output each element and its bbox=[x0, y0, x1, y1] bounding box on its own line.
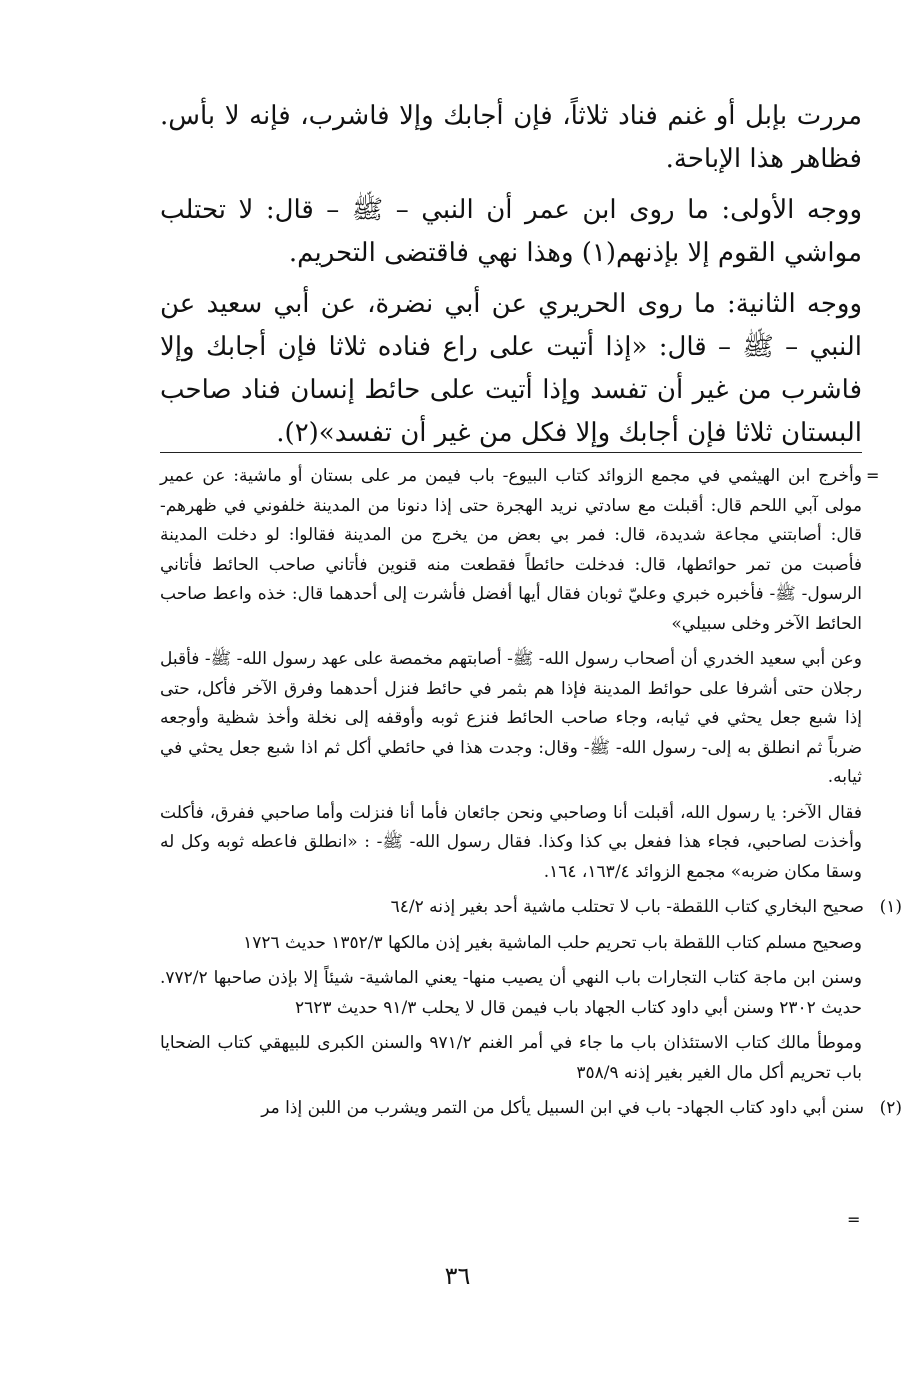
main-paragraph-1: مررت بإبل أو غنم فناد ثلاثاً، فإن أجابك وإلا فاشرب، فإنه لا بأس. فظاهر هذا الإباحة. bbox=[160, 101, 862, 174]
footnote-continuation-3: فقال الآخر: يا رسول الله، أقبلت أنا وصاحبي ونحن جائعان فأما أنا فنزلت وأما صاحبي ففرق، فأكلت وأخذت لصاحبي، فجاء هذا ففعل بي كذا وكذا. فقال رسول الله- ﷺ- : «انطلق فاعطه ثوبه وكل له وسقا مكان ضربه» مجمع الزوائد ١٦٣/٤، ١٦٤. bbox=[160, 802, 862, 882]
main-paragraph-3: ووجه الثانية: ما روى الحريري عن أبي نضرة، عن أبي سعيد عن النبي – ﷺ – قال: «إذا أتيت على راع فناده ثلاثا فإن أجابك وإلا فاشرب من غير أن تفسد وإذا أتيت على حائط إنسان فناد صاحب البستان ثلاثا فإن أجابك وإلا فكل من غير أن تفسد»(٢). bbox=[160, 289, 862, 448]
footnote-1-malik: وموطأ مالك كتاب الاستئذان باب ما جاء في أمر الغنم ٩٧١/٢ والسنن الكبرى للبيهقي كتاب الضحايا باب تحريم أكل مال الغير بغير إذنه ٣٥٨/٩ bbox=[160, 1033, 862, 1083]
footnote-1-number: (١) bbox=[879, 897, 902, 917]
footnote-1-ibnmajah: وسنن ابن ماجة كتاب التجارات باب النهي أن يصيب منها- يعني الماشية- شيئاً إلا بإذن صاحبها ٧٧٢/٢. حديث ٢٣٠٢ وسنن أبي داود كتاب الجهاد باب فيمن قال لا يحلب ٩١/٣ حديث ٢٦٢٣ bbox=[160, 968, 862, 1018]
continuation-marker: = bbox=[866, 466, 880, 485]
footnote-divider bbox=[160, 452, 862, 453]
footnote-1-text: صحيح البخاري كتاب اللقطة- باب لا تحتلب ماشية أحد بغير إذنه ٦٤/٢ bbox=[390, 897, 864, 917]
footnote-2 bbox=[160, 1094, 902, 1124]
footnote-1-muslim: وصحيح مسلم كتاب اللقطة باب تحريم حلب الماشية بغير إذن مالكها ١٣٥٢/٣ حديث ١٧٢٦ bbox=[243, 932, 862, 953]
footnote-2-text: سنن أبي داود كتاب الجهاد- باب في ابن السبيل يأكل من التمر ويشرب من اللبن إذا مر bbox=[261, 1098, 864, 1118]
footnotes bbox=[160, 462, 902, 1130]
main-text bbox=[160, 95, 862, 463]
footnote-continuation-1: وأخرج ابن الهيثمي في مجمع الزوائد كتاب البيوع- باب فيمن مر على بستان أو ماشية: عن عمير مولى آبي اللحم قال: أقبلت مع سادتي نريد الهجرة حتى إذا دنونا من المدينة خلفوني في ظهرهم- قال: أصابتني مجاعة شديدة، قال: فمر بي بعض من يخرج من المدينة فقالوا: لو دخلت المدينة فأصبت من تمر حوائطها، قال: فدخلت حائطاً فقطعت منه قنوين فأتاني صاحب الحائط فأتاني الرسول- ﷺ- فأخبره خبري وعليّ ثوبان فقال أيها أفضل فأشرت إلى أحدهما قال: خذه واعط صاحب الحائط الآخر وخلى سبيلي» bbox=[160, 466, 863, 634]
main-paragraph-2: ووجه الأولى: ما روى ابن عمر أن النبي – ﷺ – قال: لا تحتلب مواشي القوم إلا بإذنهم(١) وهذا نهي فاقتضى التحريم. bbox=[160, 195, 862, 268]
footnote-2-number: (٢) bbox=[879, 1098, 902, 1118]
page-number: ٣٦ bbox=[444, 1262, 471, 1290]
footnote-1 bbox=[160, 893, 902, 923]
footnote-2-continuation-marker: = bbox=[847, 1210, 861, 1229]
footnote-continuation-2: وعن أبي سعيد الخدري أن أصحاب رسول الله- ﷺ- أصابتهم مخمصة على عهد رسول الله- ﷺ- فأقبل رجلان حتى أشرفا على حوائط المدينة فإذا هم بثمر في حائط فنزل أحدهما وفرق الآخر فأكل، حتى إذا شبع جعل يحثي في ثيابه، وجاء صاحب الحائط فنزع ثوبه وأوقفه إلى نخلة وأخذ شظية وأوجعه ضرباً ثم انطلق به إلى- رسول الله- ﷺ- وقال: وجدت هذا في حائطي أكل ثم اذا شبع جعل يحثي في ثيابه. bbox=[160, 649, 862, 787]
